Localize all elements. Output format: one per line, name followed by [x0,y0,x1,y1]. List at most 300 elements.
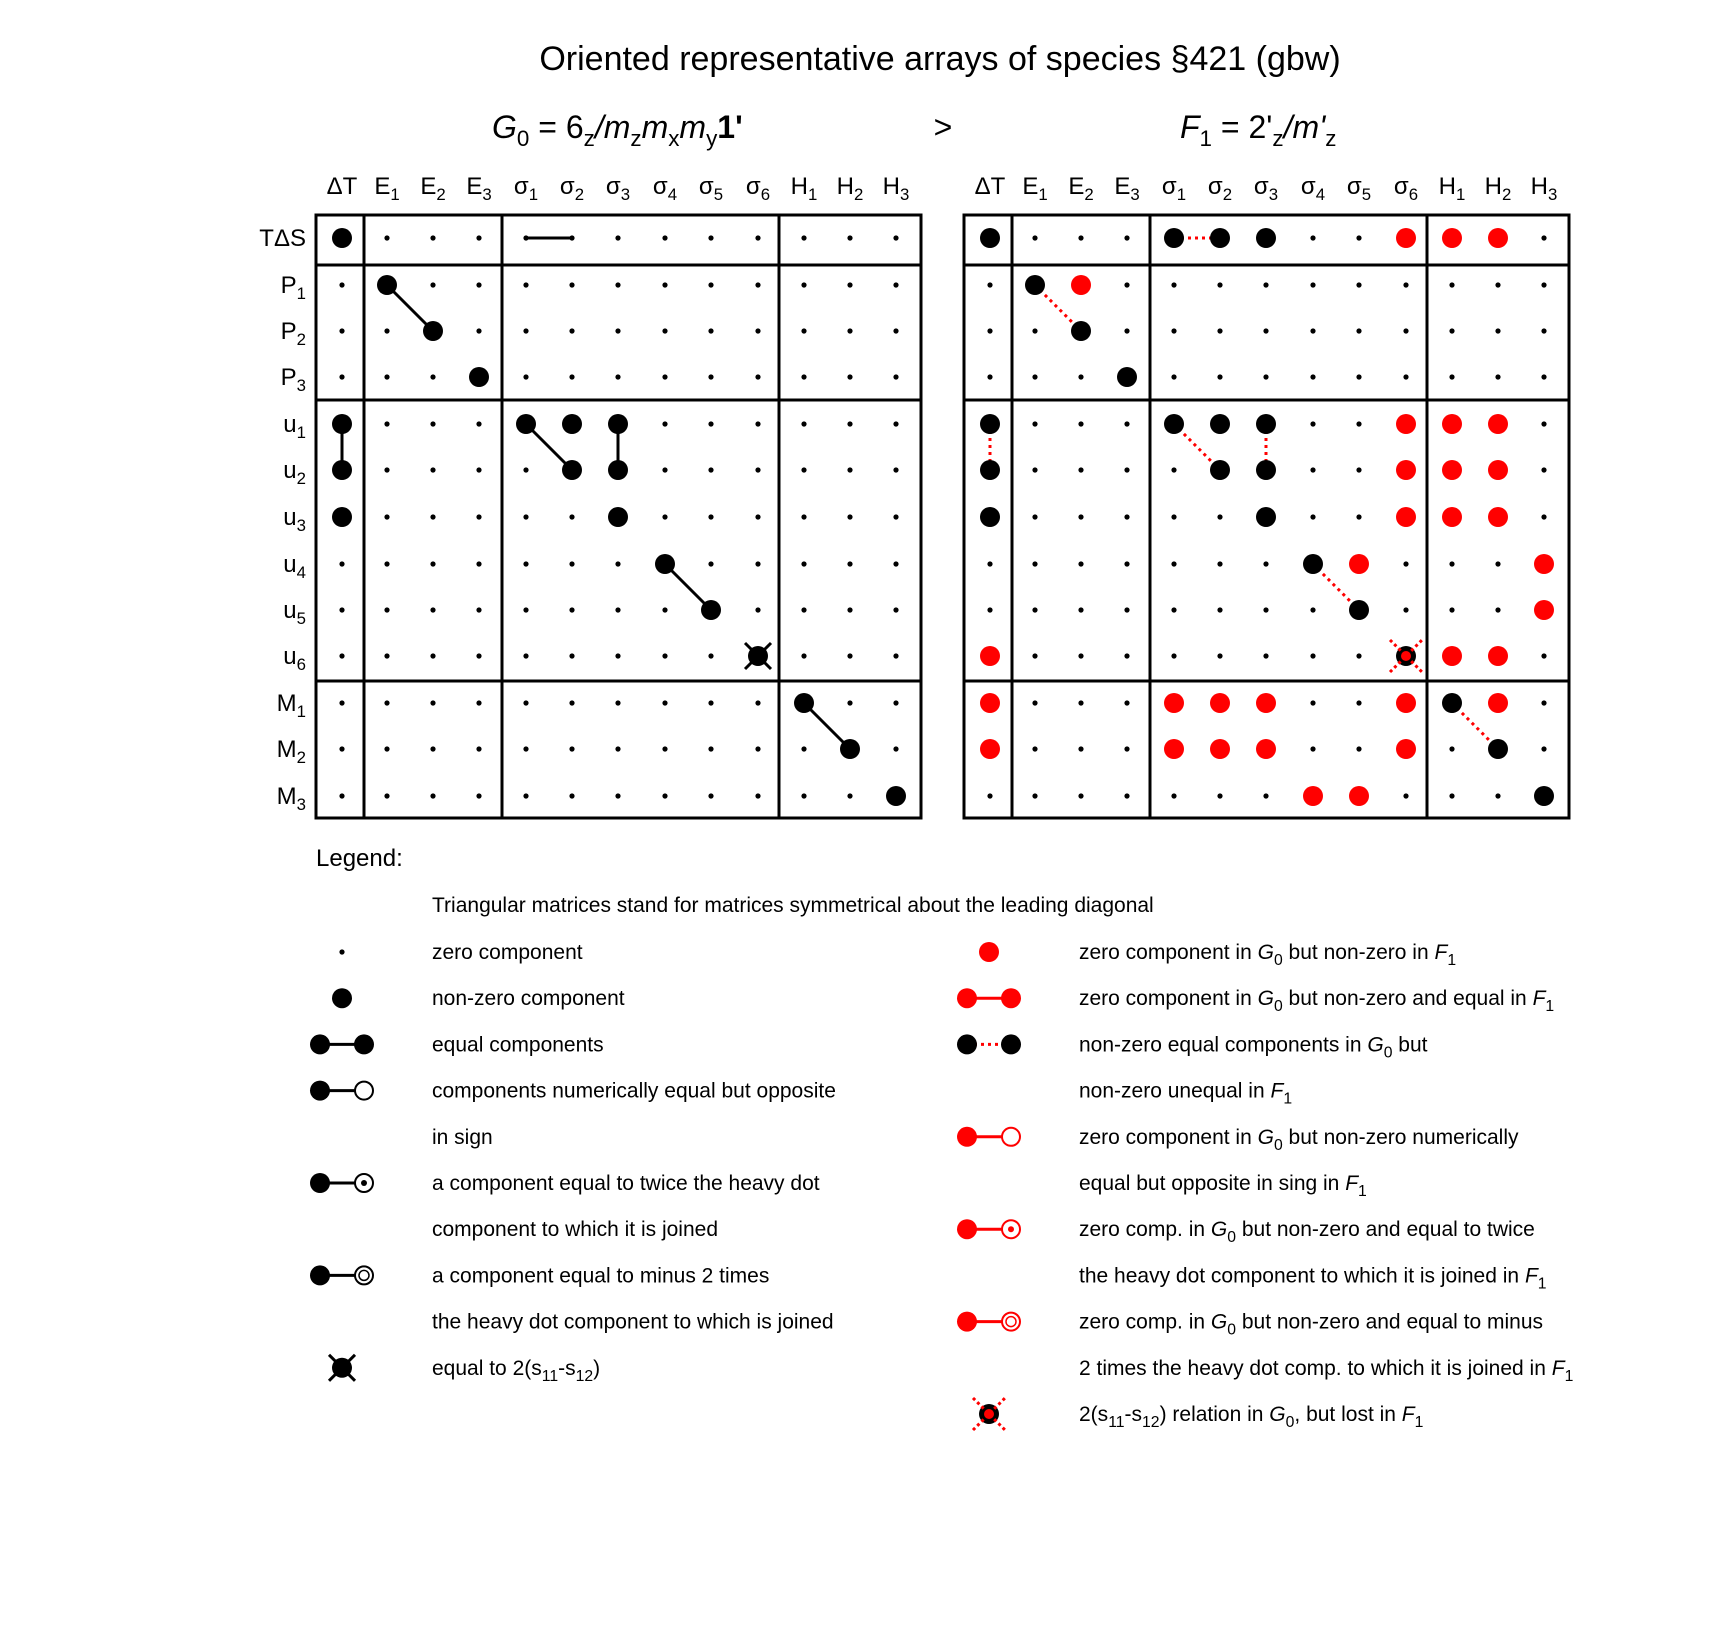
zero-component [569,235,574,240]
zero-component [1310,421,1315,426]
zero-component [615,607,620,612]
zero-component [1541,282,1546,287]
zero-component [1124,746,1129,751]
zero-component [893,328,898,333]
zero-component [523,561,528,566]
zero-component [662,653,667,658]
zero-component [384,561,389,566]
zero-component [1078,421,1083,426]
column-header: σ3 [1253,173,1279,204]
zero-component [755,514,760,519]
zero-component [1078,374,1083,379]
new-nonzero-component [1442,228,1462,248]
zero-component [476,421,481,426]
zero-component [755,328,760,333]
row-label: P1 [280,272,306,303]
nonzero-component [1210,414,1230,434]
zero-component [1541,653,1546,658]
legend-heavy-dot [957,1034,977,1054]
zero-component [708,421,713,426]
zero-component [339,282,344,287]
legend-text: non-zero unequal in F1 [1079,1079,1293,1108]
zero-component [1310,746,1315,751]
column-header: H3 [1530,173,1558,204]
zero-component [1078,467,1083,472]
zero-component [1124,514,1129,519]
zero-component [615,700,620,705]
zero-component [847,700,852,705]
zero-component [476,607,481,612]
nonzero-component [1210,228,1230,248]
zero-component [1032,328,1037,333]
legend-note: Triangular matrices stand for matrices symmetrical about the leading diagonal [432,894,1154,917]
zero-component [1541,700,1546,705]
new-nonzero-component [1442,646,1462,666]
zero-component [755,421,760,426]
row-label: P2 [280,318,306,349]
zero-component [339,653,344,658]
zero-component [476,793,481,798]
zero-component [384,374,389,379]
zero-component [1541,235,1546,240]
zero-component [1078,235,1083,240]
zero-component [1541,374,1546,379]
nonzero-component [1349,600,1369,620]
zero-component [569,746,574,751]
zero-component [801,653,806,658]
legend-center-dot [1008,1226,1014,1232]
zero-component [1124,700,1129,705]
legend-right [957,941,1573,1431]
zero-component [1263,561,1268,566]
row-label: u4 [283,551,306,582]
zero-component [430,607,435,612]
zero-component [339,561,344,566]
zero-component [1449,561,1454,566]
zero-component [1217,374,1222,379]
zero-component [384,514,389,519]
zero-component [755,746,760,751]
lost-relation-core [1401,651,1411,661]
nonzero-component [980,507,1000,527]
zero-component [662,421,667,426]
column-header: σ4 [652,173,678,204]
legend-text: the heavy dot component to which is joined [432,1310,834,1334]
zero-component [384,467,389,472]
zero-component [893,514,898,519]
zero-component [847,374,852,379]
zero-component [1171,561,1176,566]
zero-component [1217,607,1222,612]
zero-component [1263,793,1268,798]
nonzero-component [980,460,1000,480]
zero-component [1078,607,1083,612]
zero-component [847,607,852,612]
new-nonzero-component [1488,414,1508,434]
zero-component [1124,653,1129,658]
new-nonzero-component [1534,554,1554,574]
row-label: M2 [276,736,306,767]
zero-component [801,235,806,240]
zero-component [1495,328,1500,333]
nonzero-component [1488,739,1508,759]
zero-component [569,374,574,379]
zero-component [1310,374,1315,379]
zero-component [1171,793,1176,798]
zero-component [1403,793,1408,798]
zero-component [430,793,435,798]
zero-component [987,793,992,798]
zero-component [1449,746,1454,751]
zero-component [476,467,481,472]
zero-component [987,328,992,333]
nonzero-component [608,414,628,434]
new-nonzero-component [1442,414,1462,434]
nonzero-component [980,228,1000,248]
nonzero-component [1164,414,1184,434]
zero-component [1449,282,1454,287]
legend-left [310,941,836,1384]
zero-component [1032,467,1037,472]
new-nonzero-component [1396,739,1416,759]
zero-component [430,421,435,426]
zero-component [1403,374,1408,379]
zero-component [1171,653,1176,658]
row-label: u1 [283,411,306,442]
zero-component [1403,607,1408,612]
nonzero-component [608,460,628,480]
zero-component [708,700,713,705]
zero-component [755,282,760,287]
zero-component [430,561,435,566]
legend-heavy-dot [354,1034,374,1054]
zero-component [1449,607,1454,612]
zero-component [755,235,760,240]
zero-component [801,561,806,566]
zero-component [384,607,389,612]
row-label: u3 [283,504,306,535]
column-header: σ6 [1393,173,1419,204]
zero-component [615,282,620,287]
zero-component [1403,561,1408,566]
column-header: σ4 [1300,173,1326,204]
zero-component [1356,653,1361,658]
zero-component [708,328,713,333]
group-title-text: G0 = 6z/mzmxmy1' [492,109,743,151]
row-label: u5 [283,597,306,628]
zero-component [893,421,898,426]
new-nonzero-component [1303,786,1323,806]
zero-component [1171,467,1176,472]
nonzero-component [1117,367,1137,387]
new-nonzero-component [1488,646,1508,666]
zero-component [893,467,898,472]
zero-component [384,746,389,751]
zero-component [384,793,389,798]
zero-component [523,328,528,333]
zero-component [339,793,344,798]
zero-component [569,607,574,612]
legend-heavy-dot [1001,988,1021,1008]
zero-component [1356,282,1361,287]
row-label: u6 [283,643,306,674]
zero-component [662,514,667,519]
zero-component [1541,328,1546,333]
legend-text: component to which it is joined [432,1218,718,1242]
legend-heavy-dot [310,1265,330,1285]
zero-component [893,282,898,287]
column-header: H1 [1438,173,1466,204]
legend-text: 2 times the heavy dot comp. to which it is joined in F1 [1079,1356,1574,1385]
new-nonzero-component [1488,460,1508,480]
zero-component [801,467,806,472]
zero-component [1310,514,1315,519]
zero-component [662,746,667,751]
nonzero-component [1256,414,1276,434]
zero-component [662,700,667,705]
nonzero-component [608,507,628,527]
zero-component [893,653,898,658]
zero-component [1541,467,1546,472]
legend-text: 2(s11-s12) relation in G0, but lost in F1 [1079,1403,1424,1431]
legend-text: zero component in G0 but non-zero and equal in F1 [1079,987,1555,1015]
zero-component [1124,421,1129,426]
zero-component [1217,514,1222,519]
zero-component [987,607,992,612]
legend-text: in sign [432,1125,493,1149]
legend-center-dot [361,1180,367,1186]
zero-component [615,746,620,751]
zero-component [339,700,344,705]
row-label: M3 [276,783,306,814]
zero-component [755,561,760,566]
zero-component [1217,793,1222,798]
nonzero-component [562,460,582,480]
zero-component [1124,607,1129,612]
zero-component [1171,374,1176,379]
zero-component [339,746,344,751]
zero-component [662,793,667,798]
nonzero-component [377,275,397,295]
diagram-title: Oriented representative arrays of species §421 (gbw) [539,40,1341,78]
new-nonzero-component [1164,739,1184,759]
zero-component [615,374,620,379]
zero-component [339,328,344,333]
group-title-f1 [1180,109,1336,151]
zero-component [708,235,713,240]
column-header: ΔT [326,173,358,200]
nonzero-component [794,693,814,713]
legend-heavy-dot [310,1173,330,1193]
zero-component [847,282,852,287]
zero-component [1310,467,1315,472]
column-header: E3 [1114,173,1140,204]
legend-text: non-zero component [432,987,625,1011]
zero-component [476,653,481,658]
zero-component [430,700,435,705]
column-header: σ2 [559,173,585,204]
zero-component [1171,607,1176,612]
new-nonzero-component [1071,275,1091,295]
legend-zero-dot [339,949,344,954]
new-nonzero-component [1396,414,1416,434]
nonzero-component [469,367,489,387]
zero-component [801,328,806,333]
matrix-g0 [259,173,921,818]
zero-component [1449,328,1454,333]
zero-component [1217,328,1222,333]
nonzero-component [516,414,536,434]
zero-component [893,746,898,751]
zero-component [1449,793,1454,798]
zero-component [1356,467,1361,472]
zero-component [1032,653,1037,658]
matrix-f1 [964,173,1569,818]
zero-component [1541,514,1546,519]
nonzero-component [332,228,352,248]
legend-red-core [984,1409,994,1419]
nonzero-component [701,600,721,620]
zero-component [1124,561,1129,566]
nonzero-component [1025,275,1045,295]
nonzero-component [886,786,906,806]
column-header: σ2 [1207,173,1233,204]
column-header: σ5 [1346,173,1372,204]
zero-component [1263,653,1268,658]
new-nonzero-component [1349,554,1369,574]
zero-component [1124,467,1129,472]
group-title-g0 [492,109,743,151]
zero-component [987,282,992,287]
legend-text: zero component [432,941,583,964]
nonzero-component [1256,228,1276,248]
zero-component [1078,514,1083,519]
zero-component [384,235,389,240]
zero-component [569,328,574,333]
legend-text: zero component in G0 but non-zero numerically [1079,1125,1519,1154]
zero-component [847,235,852,240]
zero-component [339,374,344,379]
zero-component [1495,561,1500,566]
zero-component [1310,328,1315,333]
zero-component [1495,282,1500,287]
zero-component [847,467,852,472]
zero-component [615,328,620,333]
zero-component [662,374,667,379]
zero-component [893,607,898,612]
zero-component [523,467,528,472]
zero-component [893,700,898,705]
zero-component [569,653,574,658]
column-header: σ6 [745,173,771,204]
zero-component [384,421,389,426]
column-header: E2 [1068,173,1094,204]
zero-component [847,561,852,566]
legend-heavy-dot [957,1127,977,1147]
zero-component [1032,421,1037,426]
new-nonzero-component [980,693,1000,713]
zero-component [1495,607,1500,612]
new-nonzero-component [1396,507,1416,527]
column-header: H3 [882,173,910,204]
legend-open-dot [355,1082,373,1100]
zero-component [708,374,713,379]
column-header: σ5 [698,173,724,204]
new-nonzero-component [1488,507,1508,527]
new-nonzero-component [1488,693,1508,713]
zero-component [987,374,992,379]
zero-component [1032,235,1037,240]
new-nonzero-component [1349,786,1369,806]
nonzero-component [332,460,352,480]
zero-component [1078,700,1083,705]
zero-component [1124,235,1129,240]
zero-component [755,793,760,798]
zero-component [847,328,852,333]
zero-component [1356,700,1361,705]
zero-component [662,328,667,333]
zero-component [1310,235,1315,240]
group-title-text: F1 = 2'z/m'z [1180,109,1337,151]
zero-component [1124,793,1129,798]
nonzero-component [840,739,860,759]
row-label: P3 [280,364,306,395]
zero-component [430,374,435,379]
legend-heavy-dot [957,1219,977,1239]
nonzero-component [1256,460,1276,480]
zero-component [708,746,713,751]
zero-component [801,282,806,287]
zero-component [755,607,760,612]
zero-component [476,328,481,333]
zero-component [847,793,852,798]
zero-component [384,328,389,333]
legend-text: equal to 2(s11-s12) [432,1356,601,1385]
zero-component [801,374,806,379]
zero-component [801,607,806,612]
zero-component [1032,793,1037,798]
zero-component [476,514,481,519]
zero-component [523,282,528,287]
zero-component [1032,514,1037,519]
zero-component [1356,421,1361,426]
zero-component [384,700,389,705]
zero-component [1171,282,1176,287]
zero-component [708,561,713,566]
zero-component [430,467,435,472]
zero-component [1356,746,1361,751]
zero-component [1078,653,1083,658]
zero-component [1217,653,1222,658]
new-nonzero-component [1256,739,1276,759]
zero-component [569,561,574,566]
zero-component [1263,374,1268,379]
zero-component [569,282,574,287]
legend-text: zero comp. in G0 but non-zero and equal to twice [1079,1218,1535,1246]
zero-component [662,467,667,472]
zero-component [708,653,713,658]
zero-component [755,374,760,379]
zero-component [847,421,852,426]
zero-component [615,235,620,240]
zero-component [1217,561,1222,566]
zero-component [1171,328,1176,333]
zero-component [662,235,667,240]
zero-component [476,561,481,566]
zero-component [1495,374,1500,379]
column-header: σ1 [513,173,539,204]
zero-component [430,514,435,519]
